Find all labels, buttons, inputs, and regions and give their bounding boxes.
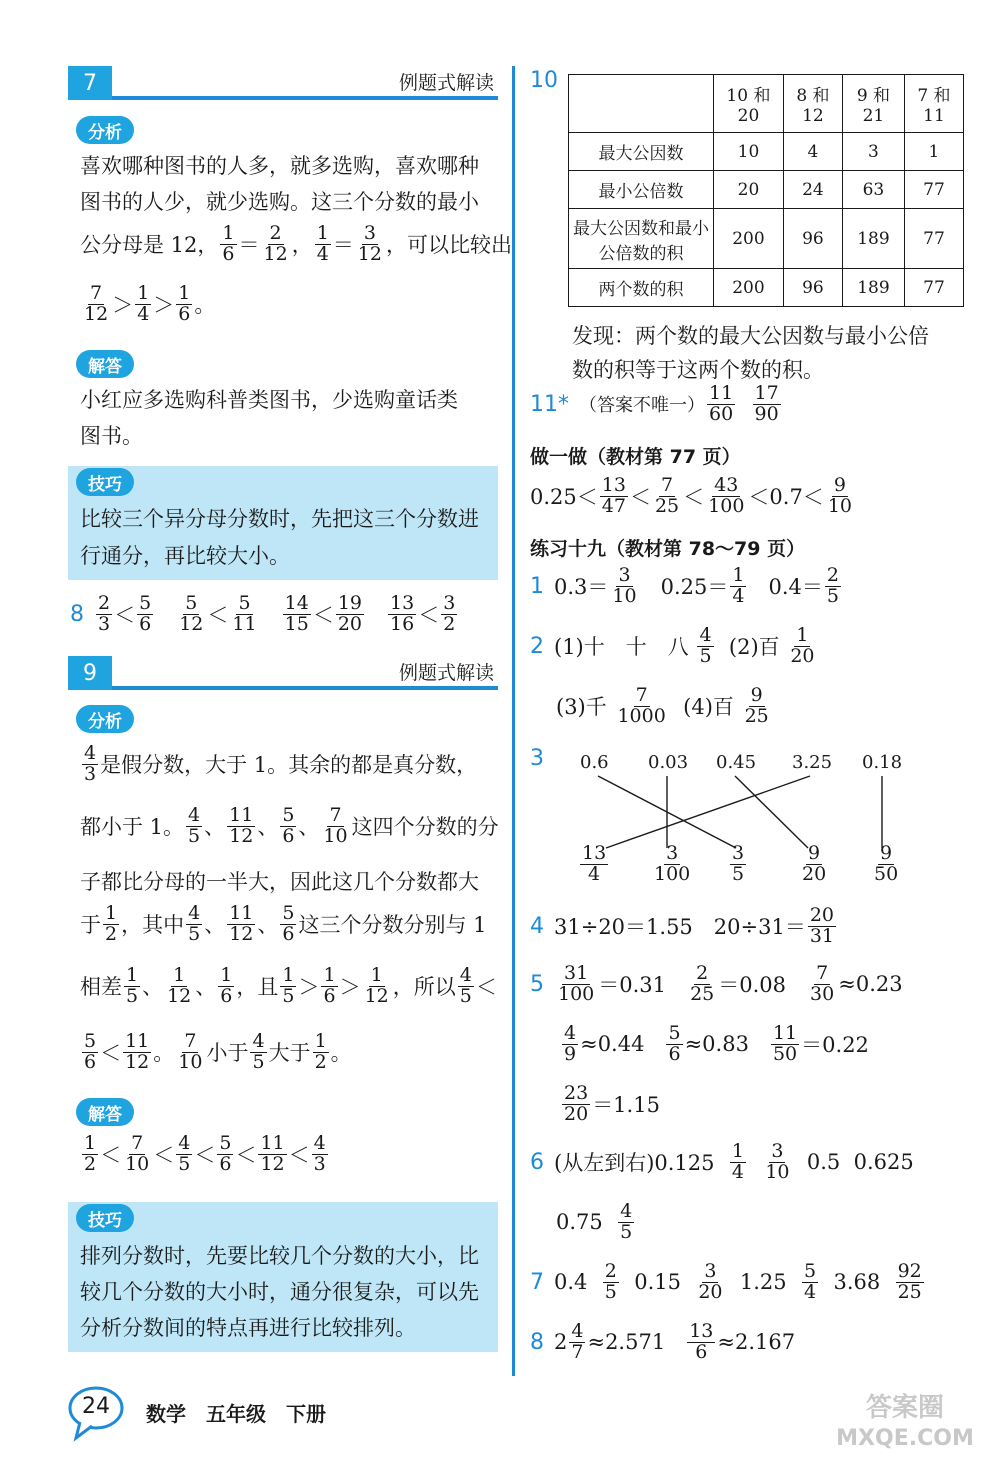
text: (4)百 [683,695,734,720]
question-number: 8 [530,1329,544,1355]
section-title: 例题式解读 [398,662,494,684]
section-7-header [68,66,498,100]
text: (2)百 [728,635,780,660]
table-cell: 77 [904,209,963,269]
q1-line: 1 0.3＝ $\frac{3}{10}$ 0.25＝ $\frac{1}{4}$ 0.4＝ $\frac{2}{5}$ [530,564,840,607]
q3-top-4: 0.18 [862,752,903,773]
zuo-yi-zuo-answer: 0.25＜ $\frac{13}{47}$ ＜ $\frac{7}{25}$ ＜ $\frac{43}{100}$ ＜0.7＜ $\frac{9}{10}$ [530,474,852,517]
s7-answer-line-2: 图书。 [80,424,143,448]
s7-analysis-line-2: 图书的人少，就少选购。这三个分数的最小 [80,190,479,214]
table-header: 10 和 20 [714,75,784,133]
page-number: 24 [82,1394,110,1419]
zuo-yi-zuo-title: 做一做（教材第 77 页） [530,446,741,468]
question-number: 4 [530,913,544,939]
text: (从左到右)0.125 [554,1151,715,1176]
q11-line: 11* （答案不唯一） $\frac{11}{60}$ $\frac{17}{90}$ [530,382,779,425]
q6-line-2: 0.75 $\frac{4}{5}$ [556,1200,633,1243]
table-cell: 189 [842,269,904,307]
q6-line-1: 6 (从左到右)0.125 $\frac{1}{4}$ $\frac{3}{10}$ 0.5 0.625 [530,1140,914,1183]
q3-top-0: 0.6 [580,752,609,773]
s9-tip-line-2: 较几个分数的大小时，通分很复杂，可以先 [80,1280,479,1304]
q5-line-1: 5 $\frac{31}{100}$ ＝0.31 $\frac{2}{25}$ ＝0.08 $\frac{7}{30}$ ≈0.23 [530,962,903,1005]
table-header: 7 和 11 [904,75,963,133]
answer-tag: 解答 [76,350,134,378]
table-cell: 10 [714,133,784,171]
text: 公分母是 12， [80,233,219,258]
question-number: 3 [530,746,544,771]
tip-tag: 技巧 [76,1204,134,1232]
table-cell: 最大公因数 [569,133,714,171]
book-title: 数学 五年级 下册 [146,1402,326,1426]
section-number: 9 [68,656,112,690]
text: 相差 [80,975,122,1000]
q3-top-1: 0.03 [648,752,689,773]
q3-matching-lines [570,772,910,852]
table-cell: 20 [714,171,784,209]
s7-analysis-line-3: 公分母是 12， $\frac{1}{6}$ ＝ $\frac{2}{12}$ ， $\frac{1}{4}$ ＝ $\frac{3}{12}$ ，可以比较出 [80,222,512,265]
q10-finding-2: 数的积等于这两个数的积。 [572,358,824,382]
table-cell: 77 [904,171,963,209]
value: 0.75 [556,1210,603,1235]
text: (3)千 [556,695,607,720]
s7-analysis-line-1: 喜欢哪种图书的人多，就多选购，喜欢哪种 [80,154,479,178]
s9-line-3: 子都比分母的一半大，因此这几个分数都大 [80,870,479,894]
question-number: 6 [530,1149,544,1175]
table-cell: 最大公因数和最小公倍数的积 [569,209,714,269]
value: 1.25 [739,1270,787,1295]
text: 于 [80,913,101,938]
text: ，可以比较出 [385,233,512,258]
question-number: 7 [530,1269,544,1295]
section-9-header [68,656,498,690]
s9-line-2: 都小于 1。 $\frac{4}{5}$ 、 $\frac{11}{12}$ 、 $\frac{5}{6}$ 、 $\frac{7}{10}$ 这四个分数的分 [80,804,499,847]
text: 是假分数，大于 1。其余的都是真分数， [100,753,478,778]
q2-line-2: (3)千 $\frac{7}{1000}$ (4)百 $\frac{9}{25}$ [556,684,769,727]
q5-line-3: $\frac{23}{20}$ ＝1.15 [564,1082,660,1125]
q4-line: 4 31÷20＝1.55 20÷31＝ $\frac{20}{31}$ [530,904,835,947]
table-cell: 4 [783,133,842,171]
table-cell: 63 [842,171,904,209]
q2-line-1: 2 (1)十 十 八 $\frac{4}{5}$ (2)百 $\frac{1}{20}$ [530,624,815,667]
value: 0.5 [806,1150,841,1175]
s7-tip-line-1: 比较三个异分母分数时，先把这三个分数进 [80,507,479,531]
s9-line-5: 相差 $\frac{1}{5}$ 、 $\frac{1}{12}$ 、 $\frac{1}{6}$ ，且 $\frac{1}{5}$ ＞ $\frac{1}{6}$ ＞ $\frac{1}{12}$ ，所以 $\frac{4}{5}$ ＜ [80,964,497,1007]
s9-line-4: 于 $\frac{1}{2}$ ，其中 $\frac{4}{5}$ 、 $\frac{11}{12}$ 、 $\frac{5}{6}$ 这三个分数分别与 1 [80,902,487,945]
table-cell: 200 [714,269,784,307]
tip-tag: 技巧 [76,468,134,496]
lianxi-title: 练习十九（教材第 78～79 页） [530,538,806,560]
question-number: 5 [530,971,544,997]
text: 大于 [268,1041,311,1066]
table-cell: 200 [714,209,784,269]
q7-line: 7 0.4 $\frac{2}{5}$ 0.15 $\frac{3}{20}$ 1.25 $\frac{5}{4}$ 3.68 $\frac{92}{25}$ [530,1260,922,1303]
table-cell: 3 [842,133,904,171]
q3-top-2: 0.45 [716,752,757,773]
table-header: 8 和 12 [783,75,842,133]
s9-tip-line-3: 分析分数间的特点再进行比较排列。 [80,1316,416,1340]
q8-left: 8 $\frac{2}{3}$ ＜ $\frac{5}{6}$ $\frac{5}{12}$ ＜ $\frac{5}{11}$ $\frac{14}{15}$ ＜ $\frac{19}{20}$ $\frac{13}{16}$ ＜ $\frac{3}{2}$ [70,592,456,635]
gcd-lcm-table [568,74,964,307]
text: ，且 [236,975,279,1000]
section-number: 7 [68,66,112,100]
text: 都小于 1。 [80,815,185,840]
question-number: 2 [530,633,544,659]
s7-answer-line-1: 小红应多选购科普类图书，少选购童话类 [80,388,458,412]
value: 0.15 [634,1270,681,1295]
question-number: 1 [530,573,544,599]
section-title: 例题式解读 [398,72,494,94]
section-rule [112,96,498,100]
text: 31÷20＝1.55 20÷31＝ [554,915,806,940]
text: (1)十 十 八 [554,635,689,660]
q10-finding-1: 发现：两个数的最大公因数与最小公倍 [572,324,929,348]
s9-answer-line: $\frac{1}{2}$ ＜ $\frac{7}{10}$ ＜ $\frac{4}{5}$ ＜ $\frac{5}{6}$ ＜ $\frac{11}{12}$ ＜ $\frac{4}{3}$ [84,1132,326,1175]
value: 0.625 [853,1150,914,1175]
s9-line-6: $\frac{5}{6}$ ＜ $\frac{11}{12}$ 。 $\frac{7}{10}$ 小于 $\frac{4}{5}$ 大于 $\frac{1}{2}$ 。 [84,1030,352,1073]
section-rule [112,686,498,690]
table-header [569,75,714,133]
table-cell: 77 [904,269,963,307]
s7-tip-line-2: 行通分，再比较大小。 [80,544,290,568]
table-cell: 最小公倍数 [569,171,714,209]
value: 0.4 [554,1270,588,1295]
text: ，所以 [392,975,456,1000]
q3-top-3: 3.25 [792,752,833,773]
q8-right-line: 8 2 $\frac{4}{7}$ ≈2.571 $\frac{13}{6}$ ≈2.167 [530,1320,796,1363]
text: 小于 [206,1041,249,1066]
analysis-tag: 分析 [76,116,134,144]
text: （答案不唯一） [579,395,705,417]
table-cell: 96 [783,209,842,269]
table-cell: 96 [783,269,842,307]
question-number: 11* [530,391,569,417]
value: 3.68 [833,1270,881,1295]
text: ，其中 [121,913,185,938]
s9-tip-line-1: 排列分数时，先要比较几个分数的大小，比 [80,1244,479,1268]
question-number: 8 [70,601,84,627]
answer-tag: 解答 [76,1098,134,1126]
table-cell: 1 [904,133,963,171]
table-cell: 189 [842,209,904,269]
analysis-tag: 分析 [76,705,134,733]
table-cell: 24 [783,171,842,209]
q5-line-2: $\frac{4}{9}$ ≈0.44 $\frac{5}{6}$ ≈0.83 $\frac{11}{50}$ ＝0.22 [564,1022,869,1065]
s9-line-1: $\frac{4}{3}$ 是假分数，大于 1。其余的都是真分数， [84,742,478,785]
column-divider [512,66,515,1376]
question-number: 10 [530,68,558,93]
s7-compare-line: $\frac{7}{12}$ ＞ $\frac{1}{4}$ ＞ $\frac{1}{6}$ 。 [84,282,216,325]
text: 这四个分数的分 [351,815,499,840]
table-cell: 两个数的积 [569,269,714,307]
watermark-logo: 答案圈 MXQE.COM [836,1393,974,1451]
text: 这三个分数分别与 1 [298,913,487,938]
table-header: 9 和 21 [842,75,904,133]
